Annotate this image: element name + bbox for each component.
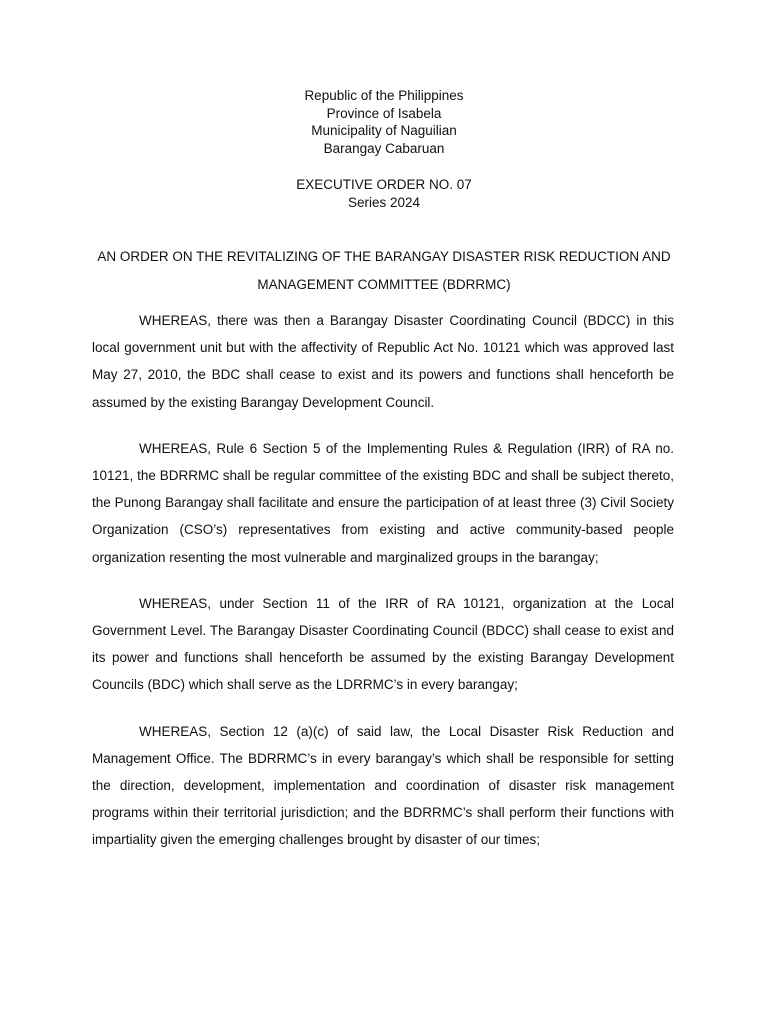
order-heading <box>0 176 768 211</box>
order-title: AN ORDER ON THE REVITALIZING OF THE BARANGAY DISASTER RISK REDUCTION AND MANAGEMENT COMMITTEE (BDRRMC) <box>97 249 671 292</box>
order-number: EXECUTIVE ORDER NO. 07 <box>296 177 472 192</box>
order-series: Series 2024 <box>347 194 421 210</box>
whereas-paragraph-4: WHEREAS, Section 12 (a)(c) of said law, the Local Disaster Risk Reduction and Management Office. The BDRRMC’s in every barangay’s which shall be responsible for setting the direction, development, implementation and coordination of disaster risk management programs within their territorial jurisdiction; and the BDRRMC’s shall perform their functions with impartiality given the emerging challenges brought by disaster of our times; <box>92 723 674 848</box>
header-republic: Republic of the Philippines <box>304 88 464 103</box>
whereas-paragraph-1: WHEREAS, there was then a Barangay Disaster Coordinating Council (BDCC) in this local government unit but with the affectivity of Republic Act No. 10121 which was approved last May 27, 2010, the BDC shall cease to exist and its powers and functions shall henceforth be assumed by the existing Barangay Development Council. <box>92 313 674 410</box>
order-body <box>92 307 674 873</box>
letterhead <box>0 87 768 157</box>
header-province: Province of Isabela <box>326 105 442 121</box>
whereas-paragraph-3: WHEREAS, under Section 11 of the IRR of RA 10121, organization at the Local Government Level. The Barangay Disaster Coordinating Council (BDCC) shall cease to exist and its power and functions shall henceforth be assumed by the existing Barangay Development Councils (BDC) which shall serve as the LDRRMC’s in every barangay; <box>92 595 674 693</box>
header-municipality: Municipality of Naguilian <box>311 123 457 138</box>
whereas-paragraph-2: WHEREAS, Rule 6 Section 5 of the Implementing Rules & Regulation (IRR) of RA no. 10121, the BDRRMC shall be regular committee of the existing BDC and shall be subject thereto, the Punong Barangay shall facilitate and ensure the participation of at least three (3) Civil Society Organization (CSO’s) representatives from existing and active community-based people organization resenting the most vulnerable and marginalized groups in the barangay; <box>92 440 674 565</box>
header-barangay: Barangay Cabaruan <box>323 140 445 156</box>
